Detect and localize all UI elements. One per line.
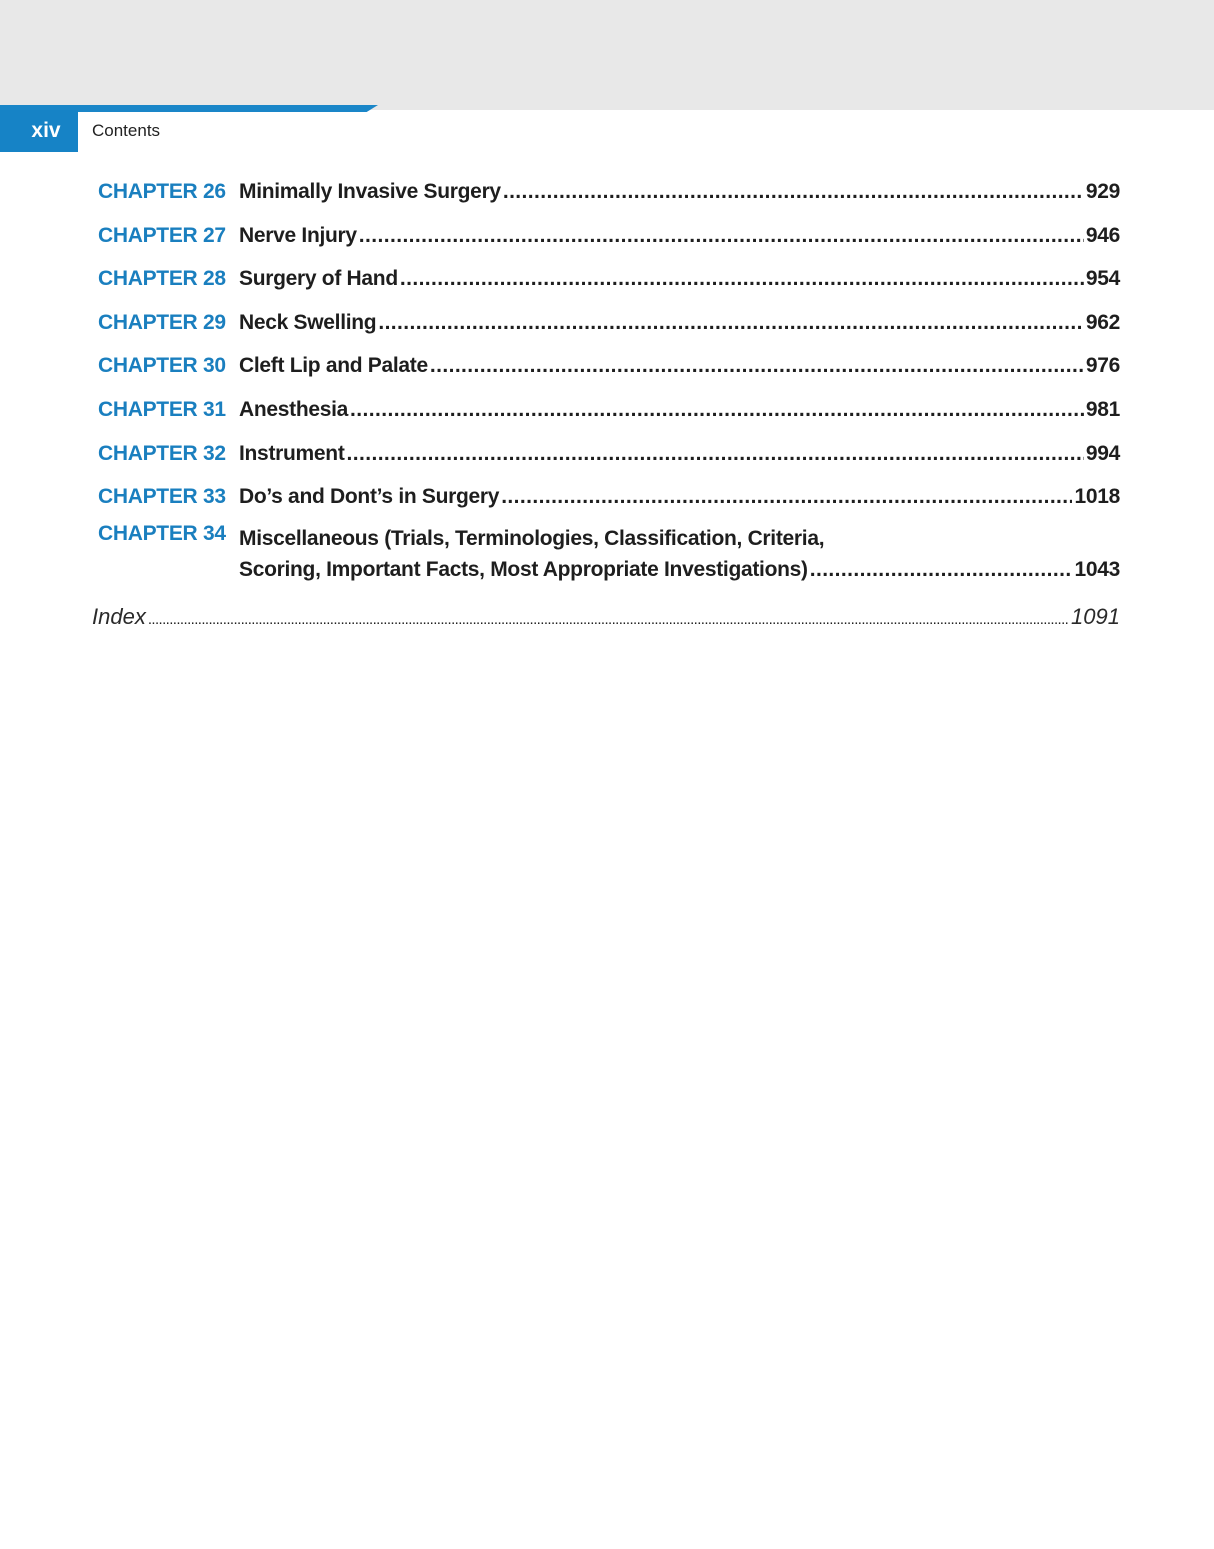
- dot-leader: [347, 442, 1084, 466]
- dot-leader: [430, 354, 1084, 378]
- chapter-title: Surgery of Hand: [239, 267, 398, 291]
- running-title: Contents: [92, 121, 161, 140]
- toc-entry-chapter-28[interactable]: [98, 258, 1120, 291]
- chapter-page-number: 962: [1085, 310, 1120, 334]
- toc-entry-chapter-34[interactable]: [98, 520, 1120, 582]
- chapter-label: CHAPTER 29: [98, 310, 226, 334]
- chapter-entry: [239, 267, 1120, 291]
- chapter-label: CHAPTER 31: [98, 397, 226, 421]
- index-page-number: 1091: [1071, 604, 1120, 629]
- toc-entry-chapter-29[interactable]: [98, 302, 1120, 335]
- dot-leader: [148, 604, 1069, 630]
- toc-entry-chapter-33[interactable]: [98, 476, 1120, 509]
- dot-leader: [810, 558, 1073, 582]
- chapter-title-line-2-row: [239, 551, 1120, 582]
- chapter-page-number: 976: [1085, 354, 1120, 378]
- chapter-label: CHAPTER 30: [98, 354, 226, 378]
- toc-entry-chapter-27[interactable]: [98, 215, 1120, 248]
- header-band: [0, 0, 1214, 110]
- chapter-label: CHAPTER 28: [98, 267, 226, 291]
- chapter-title: Cleft Lip and Palate: [239, 354, 428, 378]
- chapter-page-number: 929: [1085, 180, 1120, 203]
- chapter-entry: [239, 311, 1120, 335]
- chapter-title: Do’s and Dont’s in Surgery: [239, 485, 500, 509]
- dot-leader: [359, 224, 1084, 248]
- chapter-title-line-2: Scoring, Important Facts, Most Appropriate Investigations): [239, 557, 808, 581]
- chapter-entry: [239, 180, 1120, 204]
- chapter-title: Instrument: [239, 441, 345, 465]
- chapter-label: CHAPTER 34: [98, 521, 226, 545]
- chapter-entry: [239, 485, 1120, 509]
- chapter-entry: [239, 398, 1120, 422]
- toc-entry-chapter-32[interactable]: [98, 433, 1120, 466]
- toc-entry-chapter-30[interactable]: [98, 345, 1120, 378]
- chapter-label: CHAPTER 33: [98, 485, 226, 509]
- dot-leader: [400, 267, 1084, 291]
- chapter-label: CHAPTER 32: [98, 441, 226, 465]
- chapter-entry: [239, 520, 1120, 582]
- toc-entry-chapter-31[interactable]: [98, 389, 1120, 422]
- chapter-page-number: 1018: [1074, 485, 1120, 509]
- dot-leader: [378, 311, 1084, 335]
- table-of-contents: [98, 171, 1120, 592]
- page-number: xiv: [31, 119, 61, 142]
- toc-entry-chapter-26[interactable]: [98, 171, 1120, 204]
- chapter-page-number: 954: [1085, 267, 1120, 291]
- chapter-entry: [239, 224, 1120, 248]
- chapter-entry: [239, 442, 1120, 466]
- dot-leader: [350, 398, 1084, 422]
- chapter-label: CHAPTER 27: [98, 223, 226, 247]
- toc-entry-index[interactable]: [92, 598, 1120, 630]
- dot-leader: [501, 485, 1072, 509]
- chapter-title: Minimally Invasive Surgery: [239, 180, 501, 203]
- chapter-title-line-1: Miscellaneous (Trials, Terminologies, Classification, Criteria,: [239, 526, 825, 550]
- dot-leader: [503, 180, 1084, 204]
- page-number-tab: [0, 110, 78, 152]
- chapter-page-number: 981: [1085, 397, 1120, 421]
- chapter-page-number: 994: [1085, 441, 1120, 465]
- chapter-title: Nerve Injury: [239, 223, 357, 247]
- chapter-page-number: 1043: [1074, 557, 1120, 581]
- chapter-title: Neck Swelling: [239, 310, 377, 334]
- chapter-entry: [239, 354, 1120, 378]
- index-label: Index: [92, 604, 146, 629]
- chapter-page-number: 946: [1085, 223, 1120, 247]
- chapter-title: Anesthesia: [239, 397, 349, 421]
- chapter-label: CHAPTER 26: [98, 180, 226, 203]
